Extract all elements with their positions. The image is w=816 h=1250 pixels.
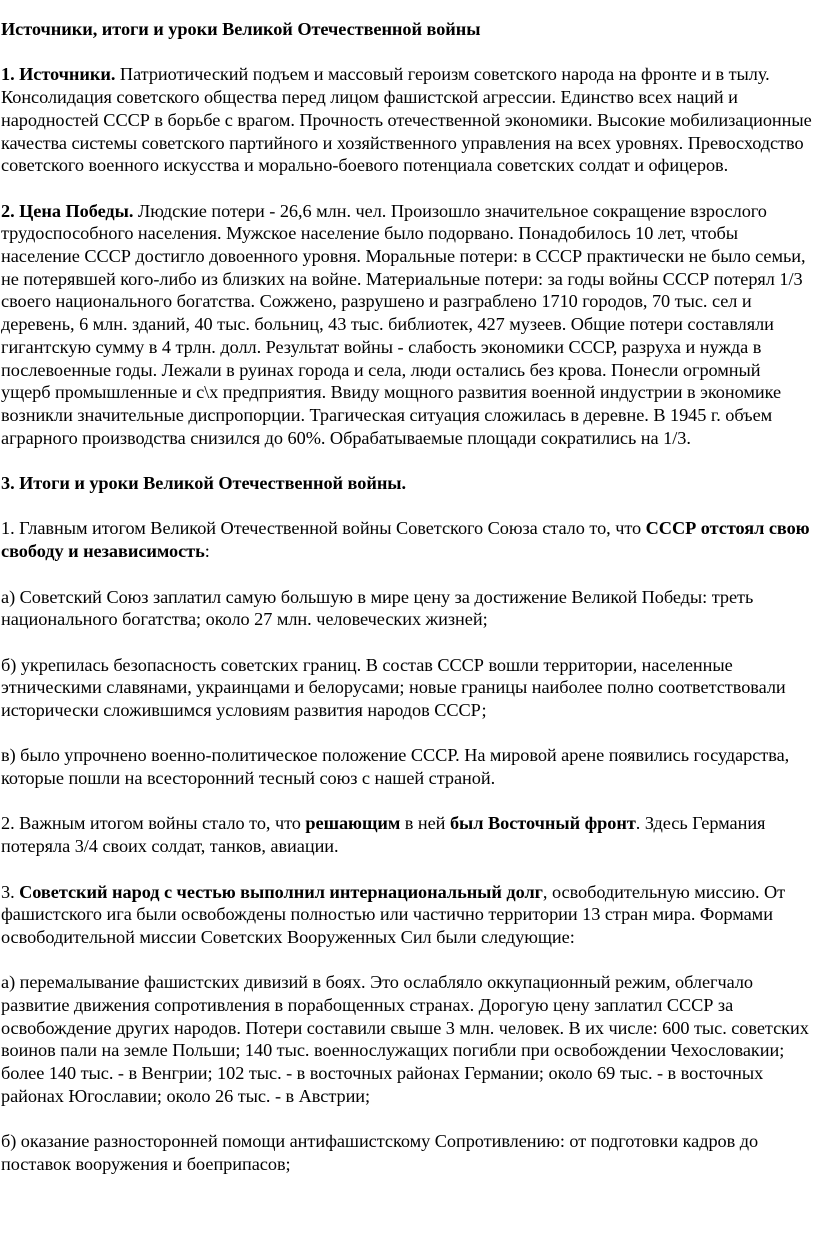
result-2-bold-2: был Восточный фронт: [449, 813, 636, 834]
section-sources: [1, 63, 813, 177]
result-3-item-a: а) перемалывание фашистских дивизий в боях. Это ослабляло оккупационный режим, облегчало развитие движения сопротивления в порабощенных странах. Дорогую цену заплатил СССР за освобождение других народов. Потери составили свыше 3 млн. человек. В их числе: 600 тыс. советских воинов пали на земле Польши; 140 тыс. военнослужащих погибли при освобождении Чехословакии; более 140 тыс. - в Венгрии; 102 тыс. - в восточных районах Германии; около 69 тыс. - в восточных районах Югославии; около 26 тыс. - в Австрии;: [1, 972, 809, 1106]
result-3-paragraph: [1, 881, 813, 949]
result-1-bold: СССР отстоял свою свободу и независимость: [1, 518, 810, 562]
result-3-bold: Советский народ с честью выполнил интернациональный долг: [19, 881, 543, 902]
section-results-heading: 3. Итоги и уроки Великой Отечественной войны.: [1, 473, 407, 494]
section-price-text: Людские потери - 26,6 млн. чел. Произошло значительное сокращение взрослого трудоспособного населения. Мужское население было подорвано. Понадобилось 10 лет, чтобы население СССР достигло довоенного уровня. Моральные потери: в СССР практически не было семьи, не потерявшей кого-либо из близких на войне. Материальные потери: за годы войны СССР потерял 1/3 своего национального богатства. Сожжено, разрушено и разграблено 1710 городов, 70 тыс. сел и деревень, 6 млн. зданий, 40 тыс. больниц, 43 тыс. библиотек, 427 музеев. Общие потери составляли гигантскую сумму в 4 трлн. долл. Результат войны - слабость экономики СССР, разруха и нужда в послевоенные годы. Лежали в руинах города и села, люди остались без крова. Понесли огромный ущерб промышленные и с\х предприятия. Ввиду мощного развития военной индустрии в экономике возникли значительные диспропорции. Трагическая ситуация сложилась в деревне. В 1945 г. объем аграрного производства снизился до 60%. Обрабатываемые площади сократились на 1/3.: [1, 200, 806, 448]
result-1-text-before: 1. Главным итогом Великой Отечественной войны Советского Союза стало то, что: [1, 518, 646, 539]
result-3-item-b: б) оказание разносторонней помощи антифашистскому Сопротивлению: от подготовки кадров до поставок вооружения и боеприпасов;: [1, 1131, 759, 1174]
result-1-text-after: :: [204, 541, 210, 562]
result-1-item-c: в) было упрочнено военно-политическое положение СССР. На мировой арене появились государства, которые пошли на всесторонний тесный союз с нашей страной.: [1, 745, 790, 789]
result-2-text-middle: в ней: [400, 813, 450, 834]
document-title: Источники, итоги и уроки Великой Отечественной войны: [1, 19, 481, 39]
result-1-item-b: б) укрепилась безопасность советских границ. В состав СССР вошли территории, населенные этническими славянами, украинцами и белорусами; новые границы наиболее полно соответствовали исторически сложившимся условиям развития народов СССР;: [1, 654, 786, 720]
result-3-text-after: , освободительную миссию. От фашистского ига были освобождены полностью или частично территории 13 стран мира. Формами освободительной миссии Советских Вооруженных Сил были следующие:: [1, 881, 786, 947]
result-1-item-a: а) Советский Союз заплатил самую большую в мире цену за достижение Великой Победы: треть национального богатства; около 27 млн. человеческих жизней;: [1, 586, 754, 630]
result-2-text-before: 2. Важным итогом войны стало то, что: [1, 813, 306, 834]
section-sources-heading: 1. Источники.: [1, 64, 116, 85]
section-price-heading: 2. Цена Победы.: [1, 200, 134, 221]
result-2-bold-1: решающим: [305, 813, 401, 834]
section-price-of-victory: [1, 200, 813, 450]
section-sources-text: Патриотический подъем и массовый героизм советского народа на фронте и в тылу. Консолидация советского общества перед лицом фашистской агрессии. Единство всех наций и народностей СССР в борьбе с врагом. Прочность отечественной экономики. Высокие мобилизационные качества системы советского партийного и хозяйственного управления на всех уровнях. Превосходство советского военного искусства и морально-боевого потенциала советских солдат и офицеров.: [1, 64, 812, 176]
result-2-text-after: . Здесь Германия потеряла 3/4 своих солдат, танков, авиации.: [1, 813, 766, 857]
result-2-paragraph: [1, 812, 813, 857]
result-1-paragraph: [1, 517, 813, 562]
result-3-text-before: 3.: [1, 881, 20, 902]
